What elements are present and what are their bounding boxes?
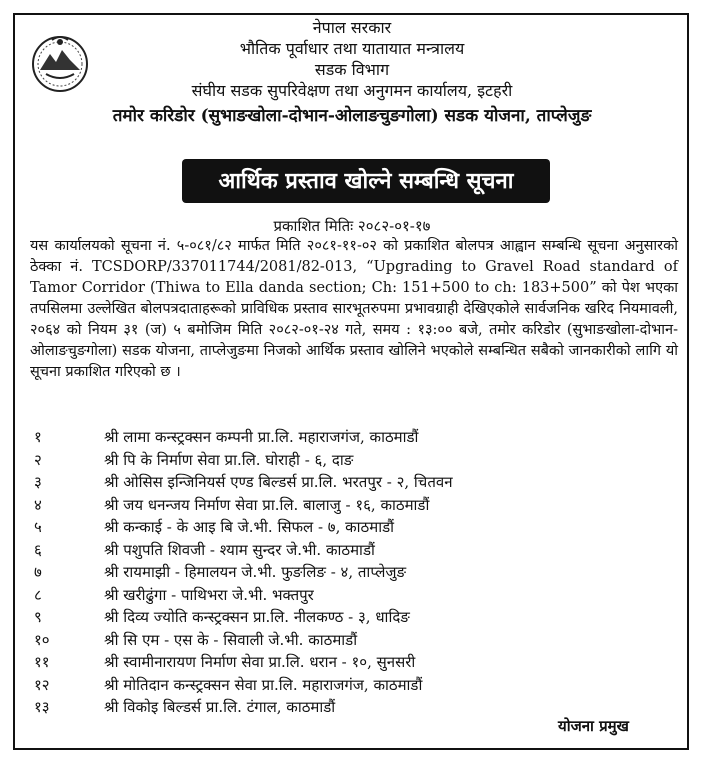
bidder-name: श्री ओसिस इन्जिनियर्स एण्ड बिल्डर्स प्रा.लि. भरतपुर - २, चितवन	[104, 473, 453, 491]
bidder-number: १०	[34, 630, 50, 649]
bidder-number: ८	[34, 585, 42, 604]
bidder-number: १	[34, 428, 42, 446]
bidder-row	[0, 517, 704, 539]
bidder-number: १३	[34, 698, 50, 716]
bidder-row	[0, 652, 704, 674]
government-name: नेपाल सरकार	[312, 18, 392, 37]
bidder-number: २	[34, 450, 42, 469]
bidder-number: ४	[34, 495, 42, 514]
bidder-row	[0, 450, 704, 472]
bidder-row	[0, 585, 704, 607]
bidder-row	[0, 562, 704, 584]
bidder-number: ११	[34, 653, 50, 671]
bidder-name: श्री लामा कन्स्ट्रक्सन कम्पनी प्रा.लि. महाराजगंज, काठमाडौं	[104, 428, 419, 446]
notice-body: यस कार्यालयको सूचना नं. ५-०८१/८२ मार्फत मिति २०८१-११-०२ को प्रकाशित बोलपत्र आह्वान सम्बन्धि सूचना अनुसारको ठेक्का नं. TCSDORP/337011744/2081/82-013, “Upgrading to Gravel Road standard of Tamor Corridor (Thiwa to Ella danda section; Ch: 151+500 to ch: 183+500” को पेश भएका तपसिलमा उल्लेखित बोलपत्रदाताहरूको प्राविधिक प्रस्ताव सारभूतरुपमा प्रभावग्राही देखिएकोले सार्वजनिक खरिद नियमावली, २०६४ को नियम ३१ (ज) ५ बमोजिम मिति २०८२-०१-२४ गते, समय : १३:०० बजे, तमोर करिडोर (सुभाङखोला-दोभान-ओलाङचुङगोला) सडक योजना, ताप्लेजुङमा निजको आर्थिक प्रस्ताव खोलिने भएकोले सम्बन्धित सबैको जानकारीको लागि यो सूचना प्रकाशित गरिएको छ ।	[30, 238, 678, 380]
bidder-name: श्री स्वामीनारायण निर्माण सेवा प्रा.लि. धरान - १०, सुनसरी	[104, 653, 416, 671]
project-name: तमोर करिडोर (सुभाङखोला-दोभान-ओलाङचुङगोला) सडक योजना, ताप्लेजुङ	[112, 106, 592, 126]
bidder-number: ९	[34, 608, 42, 626]
bidder-name: श्री मोतिदान कन्स्ट्रक्सन सेवा प्रा.लि. महाराजगंज, काठमाडौं	[104, 675, 423, 694]
bidder-number: ५	[34, 518, 42, 536]
bidder-number: १२	[34, 675, 50, 694]
bidder-row	[0, 607, 704, 629]
signatory: योजना प्रमुख	[558, 717, 629, 735]
office-name: संघीय सडक सुपरिवेक्षण तथा अनुगमन कार्यालय, इटहरी	[191, 81, 513, 100]
bidder-row	[0, 495, 704, 517]
bidder-name: श्री विकोइ बिल्डर्स प्रा.लि. टंगाल, काठमाडौं	[104, 698, 336, 716]
bidder-row	[0, 427, 704, 449]
bidder-name: श्री सि एम - एस के - सिवाली जे.भी. काठमाडौं	[104, 630, 358, 649]
published-date: प्रकाशित मितिः २०८२-०१-१७	[273, 217, 431, 235]
bidder-name: श्री खरीढुंगा - पाथिभरा जे.भी. भक्तपुर	[104, 585, 314, 604]
department-name: सडक विभाग	[314, 60, 390, 79]
bidder-name: श्री कन्काई - के आइ बि जे.भी. सिफल - ७, काठमाडौं	[104, 518, 395, 536]
bidder-name: श्री पि के निर्माण सेवा प्रा.लि. घोराही - ६, दाङ	[104, 450, 354, 469]
bidder-row	[0, 540, 704, 562]
bidder-row	[0, 630, 704, 652]
bidder-row	[0, 472, 704, 494]
notice-title: आर्थिक प्रस्ताव खोल्ने सम्बन्धि सूचना	[182, 159, 550, 203]
ministry-name: भौतिक पूर्वाधार तथा यातायात मन्त्रालय	[239, 39, 465, 58]
bidder-number: ६	[34, 540, 42, 559]
bidder-name: श्री जय धनन्जय निर्माण सेवा प्रा.लि. बालाजु - १६, काठमाडौं	[104, 495, 430, 514]
bidder-number: ७	[34, 563, 42, 581]
bidder-row	[0, 675, 704, 697]
bidder-name: श्री दिव्य ज्योति कन्स्ट्रक्सन प्रा.लि. नीलकण्ठ - ३, धादिङ	[104, 608, 410, 626]
bidder-name: श्री रायमाझी - हिमालयन जे.भी. फुङलिङ - ४, ताप्लेजुङ	[104, 563, 407, 581]
bidder-name: श्री पशुपति शिवजी - श्याम सुन्दर जे.भी. काठमाडौं	[104, 540, 375, 559]
bidder-number: ३	[34, 473, 42, 491]
